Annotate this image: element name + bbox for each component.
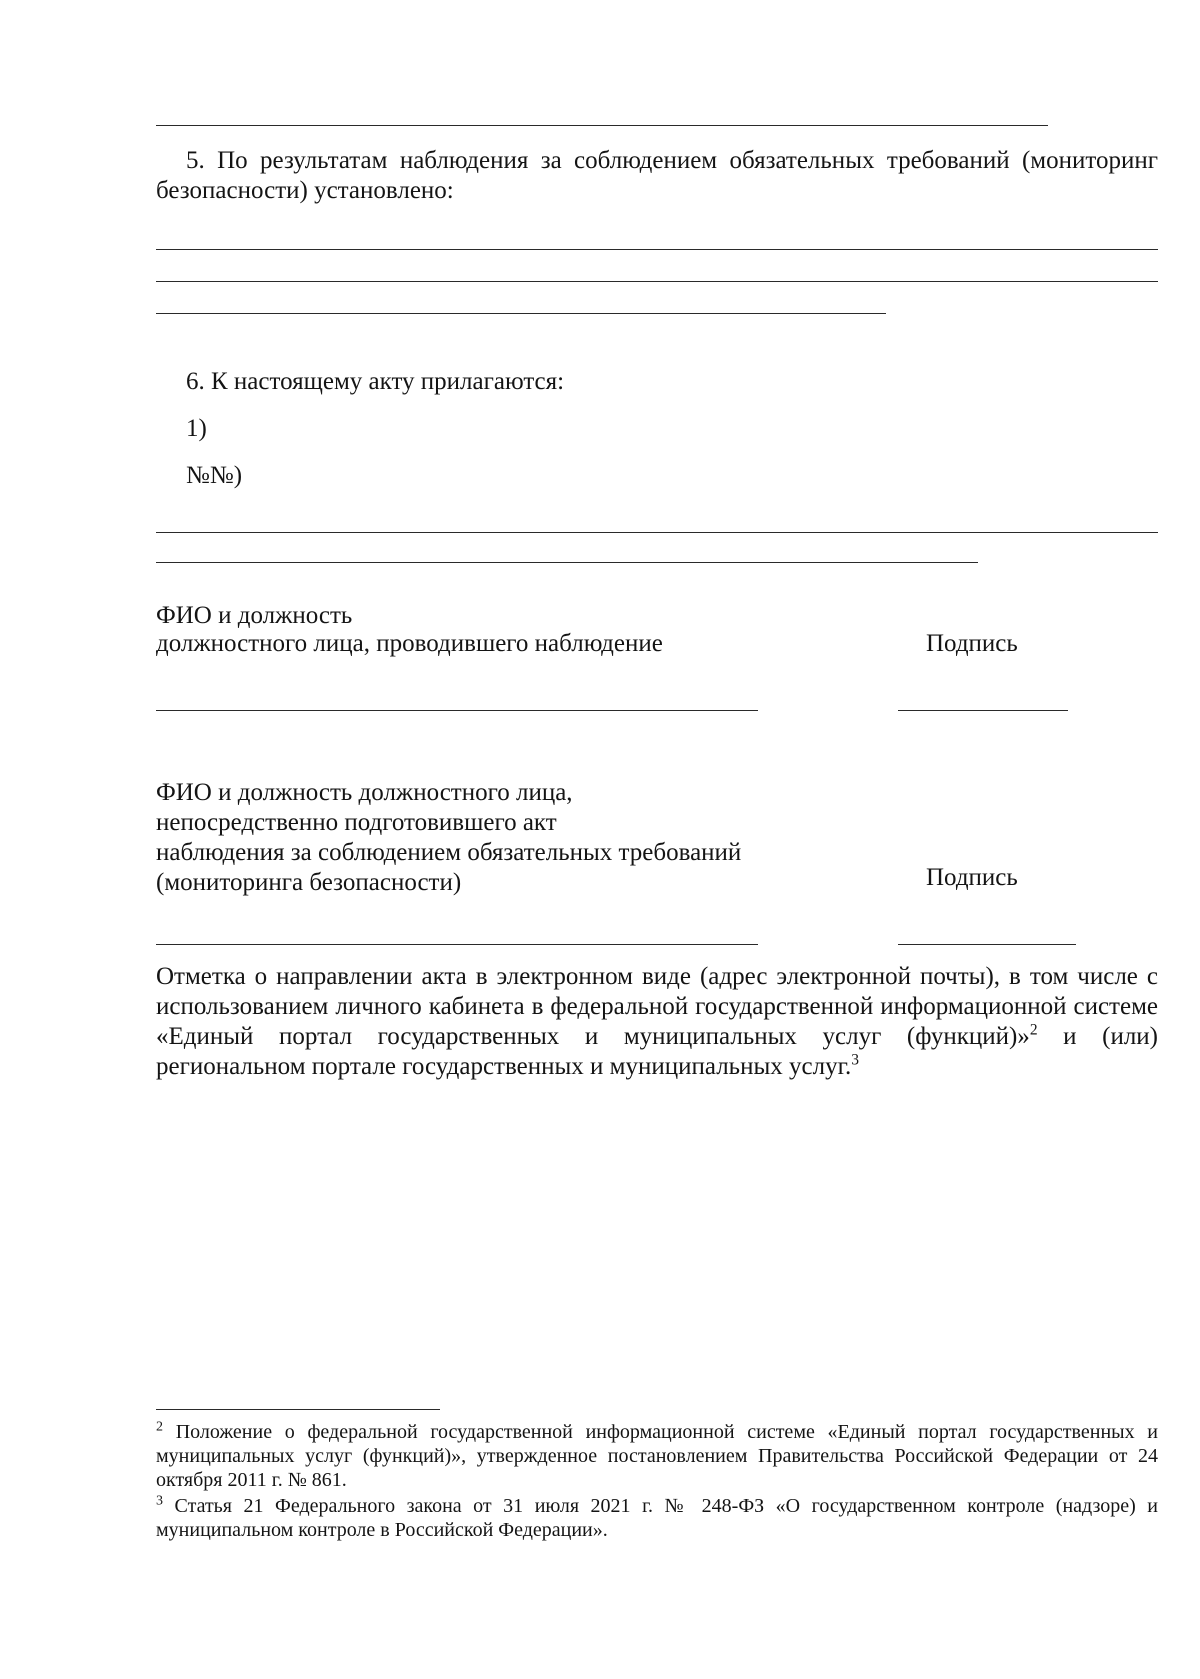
delivery-note-text-end: и (или) региональном портале государственных и муниципальных услуг. [156, 1023, 1159, 1080]
observer-signature-line [898, 710, 1068, 711]
delivery-note-paragraph [156, 962, 1158, 1082]
observer-signature-label: Подпись [926, 630, 1018, 657]
footnote-2-marker: 2 [156, 1419, 163, 1435]
blank-line-top [156, 125, 1048, 126]
section-5-paragraph: 5. По результатам наблюдения за соблюдением обязательных требований (мониторинг безопасности) установлено: [156, 147, 1158, 204]
preparer-label-line-4: (мониторинга безопасности) [156, 869, 462, 896]
footnote-separator [156, 1409, 440, 1410]
blank-line-5-2 [156, 281, 1158, 282]
footnote-ref-3: 3 [851, 1051, 860, 1069]
delivery-note-text: Отметка о направлении акта в электронном виде (адрес электронной почты), в том числе с использованием личного кабинета в федеральной государственной информационной системе «Единый портал государственных и муниципальных услуг (функций)» [156, 963, 1158, 1050]
blank-line-6-2 [156, 562, 978, 563]
preparer-label-line-3: наблюдения за соблюдением обязательных требований [156, 839, 742, 866]
footnote-ref-2: 2 [1029, 1021, 1038, 1039]
footnote-3 [156, 1494, 1158, 1542]
observer-name-line [156, 710, 758, 711]
attachment-item-1: 1) [186, 415, 207, 442]
footnote-3-text: Статья 21 Федерального закона от 31 июля 2021 г. № 248-ФЗ «О государственном контроле (надзоре) и муниципальном контроле в Российской Федерации». [156, 1495, 1158, 1541]
blank-line-5-3 [156, 313, 886, 314]
observer-label-line-2: должностного лица, проводившего наблюдение [156, 630, 663, 657]
attachment-item-numbers: №№) [186, 462, 243, 489]
preparer-signature-line [898, 944, 1076, 945]
footnote-2-text: Положение о федеральной государственной информационной системе «Единый портал государственных и муниципальных услуг (функций)», утвержденное постановлением Правительства Российской Федерации от 24 октября 2011 г. № 861. [156, 1421, 1158, 1491]
blank-line-6-1 [156, 532, 1158, 533]
preparer-name-line [156, 944, 758, 945]
preparer-label-line-2: непосредственно подготовившего акт [156, 809, 557, 836]
section-6-heading: 6. К настоящему акту прилагаются: [186, 368, 565, 395]
footnote-2 [156, 1420, 1158, 1492]
blank-line-5-1 [156, 249, 1158, 250]
observer-label-line-1: ФИО и должность [156, 602, 353, 629]
footnote-3-marker: 3 [156, 1493, 163, 1509]
preparer-label-line-1: ФИО и должность должностного лица, [156, 779, 573, 806]
preparer-signature-label: Подпись [926, 864, 1018, 891]
